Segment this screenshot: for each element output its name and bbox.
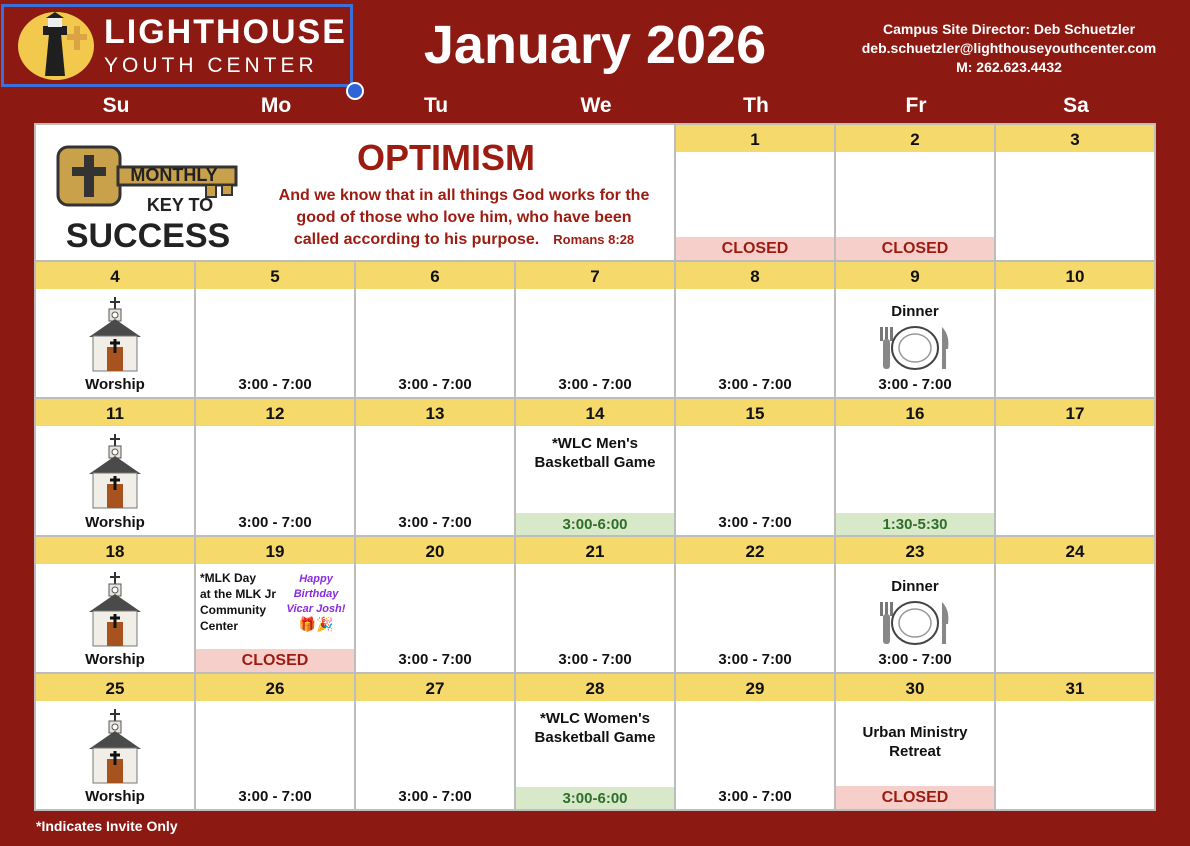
verse-line-3: called according to his purpose. — [293, 231, 540, 248]
dow-sunday: Su — [102, 94, 130, 117]
day-cell-22[interactable] — [676, 537, 834, 672]
church-icon — [85, 707, 145, 785]
day-number: 19 — [196, 537, 354, 564]
birthday-line-1: Happy — [299, 572, 333, 585]
church-icon — [85, 432, 145, 510]
hours-label: 3:00 - 7:00 — [718, 376, 792, 394]
day-cell-24[interactable] — [996, 537, 1154, 672]
hours-label: 3:00 - 7:00 — [558, 376, 632, 394]
footnote: *Indicates Invite Only — [36, 818, 178, 834]
event-line-4: Center — [200, 618, 239, 633]
day-number: 1 — [676, 125, 834, 152]
event-time-badge: 1:30-5:30 — [836, 513, 994, 535]
day-cell-23[interactable] — [836, 537, 994, 672]
day-cell-9[interactable] — [836, 262, 994, 397]
calendar-grid — [34, 123, 1156, 811]
hours-label: 3:00 - 7:00 — [398, 376, 472, 394]
day-number: 21 — [516, 537, 674, 564]
event-line-2: Basketball Game — [534, 728, 656, 746]
day-number: 28 — [516, 674, 674, 701]
hours-label: 3:00 - 7:00 — [878, 650, 952, 668]
director-phone: M: 262.623.4432 — [956, 59, 1062, 75]
day-cell-1[interactable] — [676, 125, 834, 260]
day-cell-14[interactable] — [516, 399, 674, 534]
day-number: 13 — [356, 399, 514, 426]
day-number: 11 — [36, 399, 194, 426]
event-title — [516, 426, 674, 472]
key-icon — [56, 145, 244, 251]
monthly-theme-banner — [36, 125, 674, 260]
logo-title: LIGHTHOUSE — [104, 13, 347, 51]
event-line-1: Urban Ministry — [862, 723, 968, 741]
day-cell-21[interactable] — [516, 537, 674, 672]
day-number: 25 — [36, 674, 194, 701]
hours-label: 3:00 - 7:00 — [238, 787, 312, 805]
day-number: 12 — [196, 399, 354, 426]
event-line-1: *MLK Day — [200, 570, 257, 585]
theme-title: OPTIMISM — [357, 137, 535, 178]
day-cell-12[interactable] — [196, 399, 354, 534]
church-icon — [85, 570, 145, 648]
day-cell-31[interactable] — [996, 674, 1154, 809]
lighthouse-icon — [18, 12, 94, 80]
key-line-2: KEY TO — [146, 195, 214, 215]
event-line-1: *WLC Men's — [551, 435, 639, 453]
day-cell-2[interactable] — [836, 125, 994, 260]
verse-line-2: good of those who love him, who have been — [296, 209, 632, 226]
hours-label: 3:00 - 7:00 — [718, 787, 792, 805]
hours-label: 3:00 - 7:00 — [398, 513, 472, 531]
day-cell-8[interactable] — [676, 262, 834, 397]
worship-label: Worship — [85, 376, 145, 394]
birthday-line-2: Birthday — [293, 587, 339, 600]
church-icon — [85, 295, 145, 373]
day-number: 27 — [356, 674, 514, 701]
closed-badge: CLOSED — [676, 237, 834, 260]
day-number: 30 — [836, 674, 994, 701]
day-cell-4[interactable] — [36, 262, 194, 397]
day-number: 7 — [516, 262, 674, 289]
event-time-badge: 3:00-6:00 — [516, 513, 674, 535]
event-title — [200, 570, 276, 634]
gift-party-icon: 🎁🎉 — [298, 615, 334, 632]
day-cell-15[interactable] — [676, 399, 834, 534]
day-number: 10 — [996, 262, 1154, 289]
dow-saturday: Sa — [1063, 94, 1089, 117]
dinner-label: Dinner — [891, 303, 939, 321]
dinner-plate-icon — [876, 600, 954, 646]
day-number: 23 — [836, 537, 994, 564]
hours-label: 3:00 - 7:00 — [238, 376, 312, 394]
day-number: 9 — [836, 262, 994, 289]
day-cell-26[interactable] — [196, 674, 354, 809]
day-cell-6[interactable] — [356, 262, 514, 397]
day-cell-29[interactable] — [676, 674, 834, 809]
dow-tuesday: Tu — [423, 94, 449, 117]
day-cell-7[interactable] — [516, 262, 674, 397]
day-number: 16 — [836, 399, 994, 426]
day-number: 14 — [516, 399, 674, 426]
day-number: 26 — [196, 674, 354, 701]
logo-image[interactable] — [1, 4, 353, 87]
worship-label: Worship — [85, 650, 145, 668]
day-number: 18 — [36, 537, 194, 564]
day-number: 5 — [196, 262, 354, 289]
day-cell-18[interactable] — [36, 537, 194, 672]
day-cell-19[interactable] — [196, 537, 354, 672]
birthday-note — [284, 572, 348, 632]
event-title — [516, 701, 674, 747]
day-cell-13[interactable] — [356, 399, 514, 534]
event-line-2: at the MLK Jr — [200, 586, 277, 601]
dow-monday: Mo — [260, 94, 292, 117]
closed-badge: CLOSED — [836, 237, 994, 260]
day-cell-20[interactable] — [356, 537, 514, 672]
day-number: 17 — [996, 399, 1154, 426]
hours-label: 3:00 - 7:00 — [878, 376, 952, 394]
day-number: 29 — [676, 674, 834, 701]
closed-badge: CLOSED — [836, 786, 994, 809]
hours-label: 3:00 - 7:00 — [398, 650, 472, 668]
hours-label: 3:00 - 7:00 — [398, 787, 472, 805]
day-number: 8 — [676, 262, 834, 289]
day-number: 20 — [356, 537, 514, 564]
hours-label: 3:00 - 7:00 — [718, 650, 792, 668]
day-cell-28[interactable] — [516, 674, 674, 809]
event-title — [836, 701, 994, 761]
day-cell-11[interactable] — [36, 399, 194, 534]
day-cell-16[interactable] — [836, 399, 994, 534]
verse-line-1: And we know that in all things God works for the — [278, 187, 650, 204]
dinner-label: Dinner — [891, 577, 939, 595]
hours-label: 3:00 - 7:00 — [238, 513, 312, 531]
director-email: deb.schuetzler@lighthouseyouthcenter.com — [861, 40, 1157, 56]
worship-label: Worship — [85, 787, 145, 805]
day-cell-3[interactable] — [996, 125, 1154, 260]
closed-badge: CLOSED — [196, 649, 354, 672]
page-title: January 2026 — [423, 15, 767, 75]
day-number: 22 — [676, 537, 834, 564]
event-time-badge: 3:00-6:00 — [516, 787, 674, 809]
event-line-1: *WLC Women's — [540, 709, 650, 727]
key-line-1: MONTHLY — [130, 165, 218, 185]
day-number: 31 — [996, 674, 1154, 701]
director-name: Campus Site Director: Deb Schuetzler — [882, 21, 1136, 37]
birthday-line-3: Vicar Josh! — [286, 602, 346, 615]
dinner-plate-icon — [876, 325, 954, 371]
verse-text — [254, 185, 674, 251]
day-cell-27[interactable] — [356, 674, 514, 809]
day-cell-10[interactable] — [996, 262, 1154, 397]
dow-thursday: Th — [743, 94, 769, 117]
day-number: 2 — [836, 125, 994, 152]
event-line-2: Basketball Game — [534, 454, 656, 472]
hours-label: 3:00 - 7:00 — [558, 650, 632, 668]
logo-subtitle: YOUTH CENTER — [104, 54, 318, 77]
key-line-3: SUCCESS — [65, 217, 231, 251]
day-cell-5[interactable] — [196, 262, 354, 397]
verse-reference: Romans 8:28 — [553, 232, 635, 247]
day-number: 4 — [36, 262, 194, 289]
day-number: 3 — [996, 125, 1154, 152]
day-number: 15 — [676, 399, 834, 426]
dow-wednesday: We — [580, 94, 612, 117]
day-number: 6 — [356, 262, 514, 289]
day-cell-25[interactable] — [36, 674, 194, 809]
day-cell-30[interactable] — [836, 674, 994, 809]
hours-label: 3:00 - 7:00 — [718, 513, 792, 531]
worship-label: Worship — [85, 513, 145, 531]
contact-block — [844, 20, 1174, 77]
event-line-3: Community — [200, 602, 266, 617]
day-number: 24 — [996, 537, 1154, 564]
dow-friday: Fr — [905, 94, 927, 117]
day-cell-17[interactable] — [996, 399, 1154, 534]
event-line-2: Retreat — [889, 742, 941, 760]
